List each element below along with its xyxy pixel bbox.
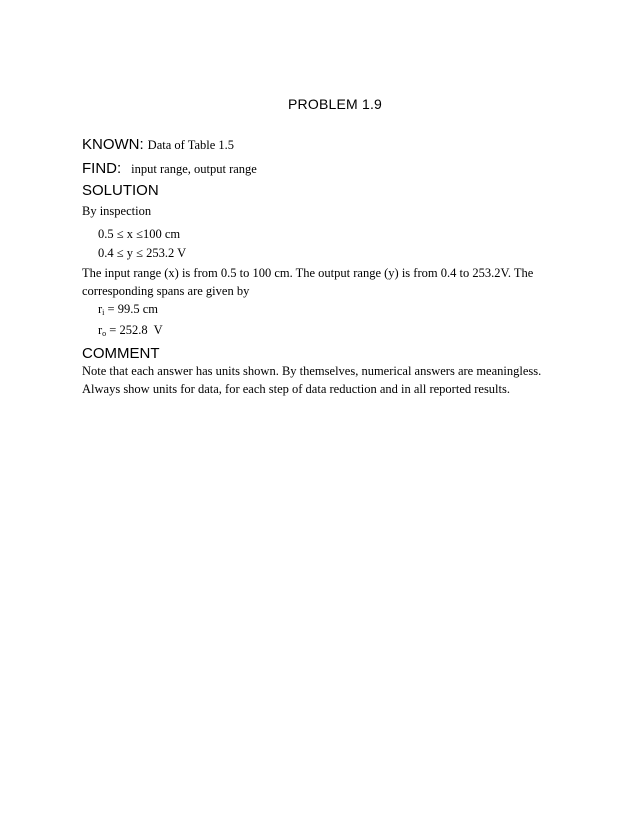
comment-paragraph [82, 362, 541, 398]
find-text: input range, output range [131, 162, 257, 176]
page-title: PROBLEM 1.9 [288, 96, 383, 112]
span-output-subscript: o [102, 329, 107, 338]
span-output-value: = 252.8 V [106, 323, 163, 337]
comment-line-2: Always show units for data, for each step of data reduction and in all reported results. [82, 382, 510, 396]
comment-heading: COMMENT [82, 345, 160, 362]
find-section [82, 160, 257, 178]
span-input-symbol: r [98, 302, 103, 316]
known-section [82, 136, 234, 154]
inequality-y: 0.4 ≤ y ≤ 253.2 V [98, 246, 187, 260]
span-output-equation [98, 323, 163, 338]
known-text: Data of Table 1.5 [147, 138, 235, 152]
known-label: KNOWN: [82, 136, 144, 153]
comment-line-1: Note that each answer has units shown. By themselves, numerical answers are meaningless. [82, 364, 542, 378]
solution-intro: By inspection [82, 204, 152, 218]
span-input-equation [98, 302, 158, 317]
solution-paragraph-line-1: The input range (x) is from 0.5 to 100 cm. The output range (y) is from 0.4 to 253.2V. The [82, 266, 534, 280]
solution-heading: SOLUTION [82, 182, 159, 199]
find-label: FIND: [82, 160, 122, 177]
span-input-subscript: i [102, 308, 105, 317]
span-input-value: = 99.5 cm [104, 302, 158, 316]
solution-paragraph [82, 264, 533, 300]
inequality-x: 0.5 ≤ x ≤100 cm [98, 227, 181, 241]
solution-paragraph-line-2: corresponding spans are given by [82, 284, 250, 298]
span-output-symbol: r [98, 323, 103, 337]
